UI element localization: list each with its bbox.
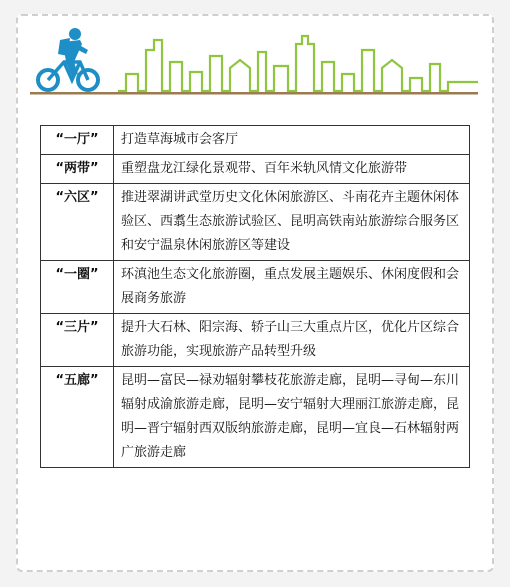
row-description: 环滇池生态文化旅游圈，重点发展主题娱乐、休闲度假和会展商务旅游 [114, 261, 470, 314]
row-term: “两带” [41, 155, 114, 184]
row-term: “五廊” [41, 367, 114, 468]
table-row [41, 367, 470, 468]
row-description: 昆明—富民—禄劝辐射攀枝花旅游走廊，昆明—寻甸—东川辐射成渝旅游走廊，昆明—安宁辐射大理丽江旅游走廊，昆明—晋宁辐射西双版纳旅游走廊，昆明—宜良—石林辐射两广旅游走廊 [114, 367, 470, 468]
table-row [41, 126, 470, 155]
table-row [41, 261, 470, 314]
row-term: “三片” [41, 314, 114, 367]
row-description: 打造草海城市会客厅 [114, 126, 470, 155]
header-banner [30, 22, 478, 104]
row-term: “一圈” [41, 261, 114, 314]
row-term: “六区” [41, 184, 114, 261]
row-description: 提升大石林、阳宗海、轿子山三大重点片区，优化片区综合旅游功能，实现旅游产品转型升级 [114, 314, 470, 367]
row-term: “一厅” [41, 126, 114, 155]
table-row [41, 155, 470, 184]
row-description: 重塑盘龙江绿化景观带、百年米轨风情文化旅游带 [114, 155, 470, 184]
ground-line [30, 92, 478, 95]
city-skyline [118, 36, 478, 91]
row-description: 推进翠湖讲武堂历史文化休闲旅游区、斗南花卉主题休闲体验区、西翥生态旅游试验区、昆明高铁南站旅游综合服务区和安宁温泉休闲旅游区等建设 [114, 184, 470, 261]
table-row [41, 184, 470, 261]
table-row [41, 314, 470, 367]
planning-table [40, 125, 470, 468]
